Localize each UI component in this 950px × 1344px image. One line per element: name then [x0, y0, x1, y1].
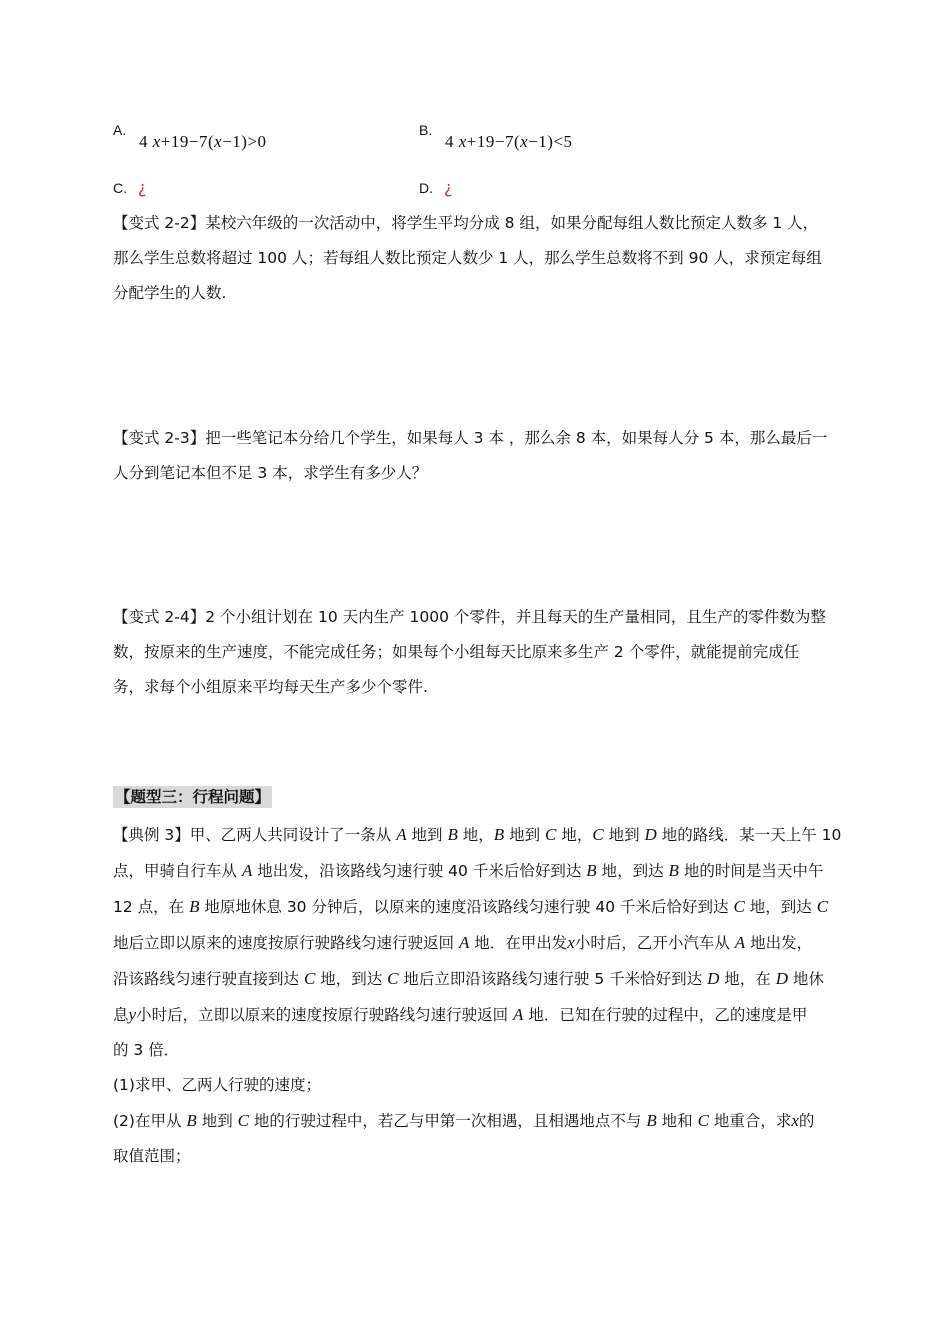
option-b-label: B. — [419, 122, 433, 138]
section-heading: 【题型三：行程问题】 — [115, 788, 271, 806]
option-c-glyph: ¿ — [138, 178, 147, 197]
example-3-line-5: 沿该路线匀速行驶直接到达 C 地，到达 C 地后立即沿该路线匀速行驶 5 千米恰好到达 D 地，在 D 地休 — [113, 969, 824, 988]
variant-2-4-line-1: 【变式 2-4】2 个小组计划在 10 天内生产 1000 个零件，并且每天的生产量相同，且生产的零件数为整 — [113, 608, 826, 626]
example-3-line-6: 息y小时后，立即以原来的速度按原行驶路线匀速行驶返回 A 地．已知在行驶的过程中，乙的速度是甲 — [113, 1005, 808, 1024]
example-3 — [113, 817, 863, 1174]
option-a-expression: 4 x+19−7(x−1)>0 — [139, 132, 267, 151]
option-c-label: C. — [113, 180, 127, 196]
variant-2-3-line-1: 【变式 2-3】把一些笔记本分给几个学生，如果每人 3 本 ，那么余 8 本，如果每人分 5 本，那么最后一 — [113, 429, 828, 447]
variant-2-4 — [113, 600, 863, 705]
example-3-line-3: 12 点，在 B 地原地休息 30 分钟后，以原来的速度沿该路线匀速行驶 40 千米后恰好到达 C 地，到达 C — [113, 897, 829, 916]
variant-2-4-line-2: 数，按原来的生产速度，不能完成任务；如果每个小组每天比原来多生产 2 个零件，就能提前完成任 — [113, 643, 800, 661]
example-3-line-2: 点，甲骑自行车从 A 地出发，沿该路线匀速行驶 40 千米后恰好到达 B 地，到达 B 地的时间是当天中午 — [113, 861, 824, 880]
example-3-line-4: 地后立即以原来的速度按原行驶路线匀速行驶返回 A 地．在甲出发x小时后，乙开小汽车从 A 地出发， — [113, 933, 813, 952]
example-3-line-7: 的 3 倍． — [113, 1041, 180, 1059]
option-b-expression: 4 x+19−7(x−1)<5 — [445, 132, 573, 151]
option-a-label: A. — [113, 122, 127, 138]
variant-2-2 — [113, 206, 863, 311]
option-d-glyph: ¿ — [444, 178, 453, 197]
variant-2-2-line-3: 分配学生的人数. — [113, 284, 227, 302]
option-d-label: D. — [419, 180, 433, 196]
variant-2-3-line-2: 人分到笔记本但不足 3 本，求学生有多少人？ — [113, 464, 428, 482]
variant-2-4-line-3: 务，求每个小组原来平均每天生产多少个零件. — [113, 678, 428, 696]
example-3-line-1: 【典例 3】甲、乙两人共同设计了一条从 A 地到 B 地，B 地到 C 地，C 地到 D 地的路线．某一天上午 10 — [113, 825, 842, 844]
variant-2-2-line-1: 【变式 2-2】某校六年级的一次活动中，将学生平均分成 8 组，如果分配每组人数比预定人数多 1 人， — [113, 214, 819, 232]
variant-2-2-line-2: 那么学生总数将超过 100 人；若每组人数比预定人数少 1 人，那么学生总数将不到 90 人，求预定每组 — [113, 249, 822, 267]
variant-2-3 — [113, 421, 863, 491]
example-3-question-2: (2)在甲从 B 地到 C 地的行驶过程中，若乙与甲第一次相遇，且相遇地点不与 B 地和 C 地重合，求x的 — [113, 1111, 815, 1130]
example-3-question-1: (1)求甲、乙两人行驶的速度； — [113, 1076, 321, 1094]
example-3-question-2-cont: 取值范围； — [113, 1147, 191, 1165]
